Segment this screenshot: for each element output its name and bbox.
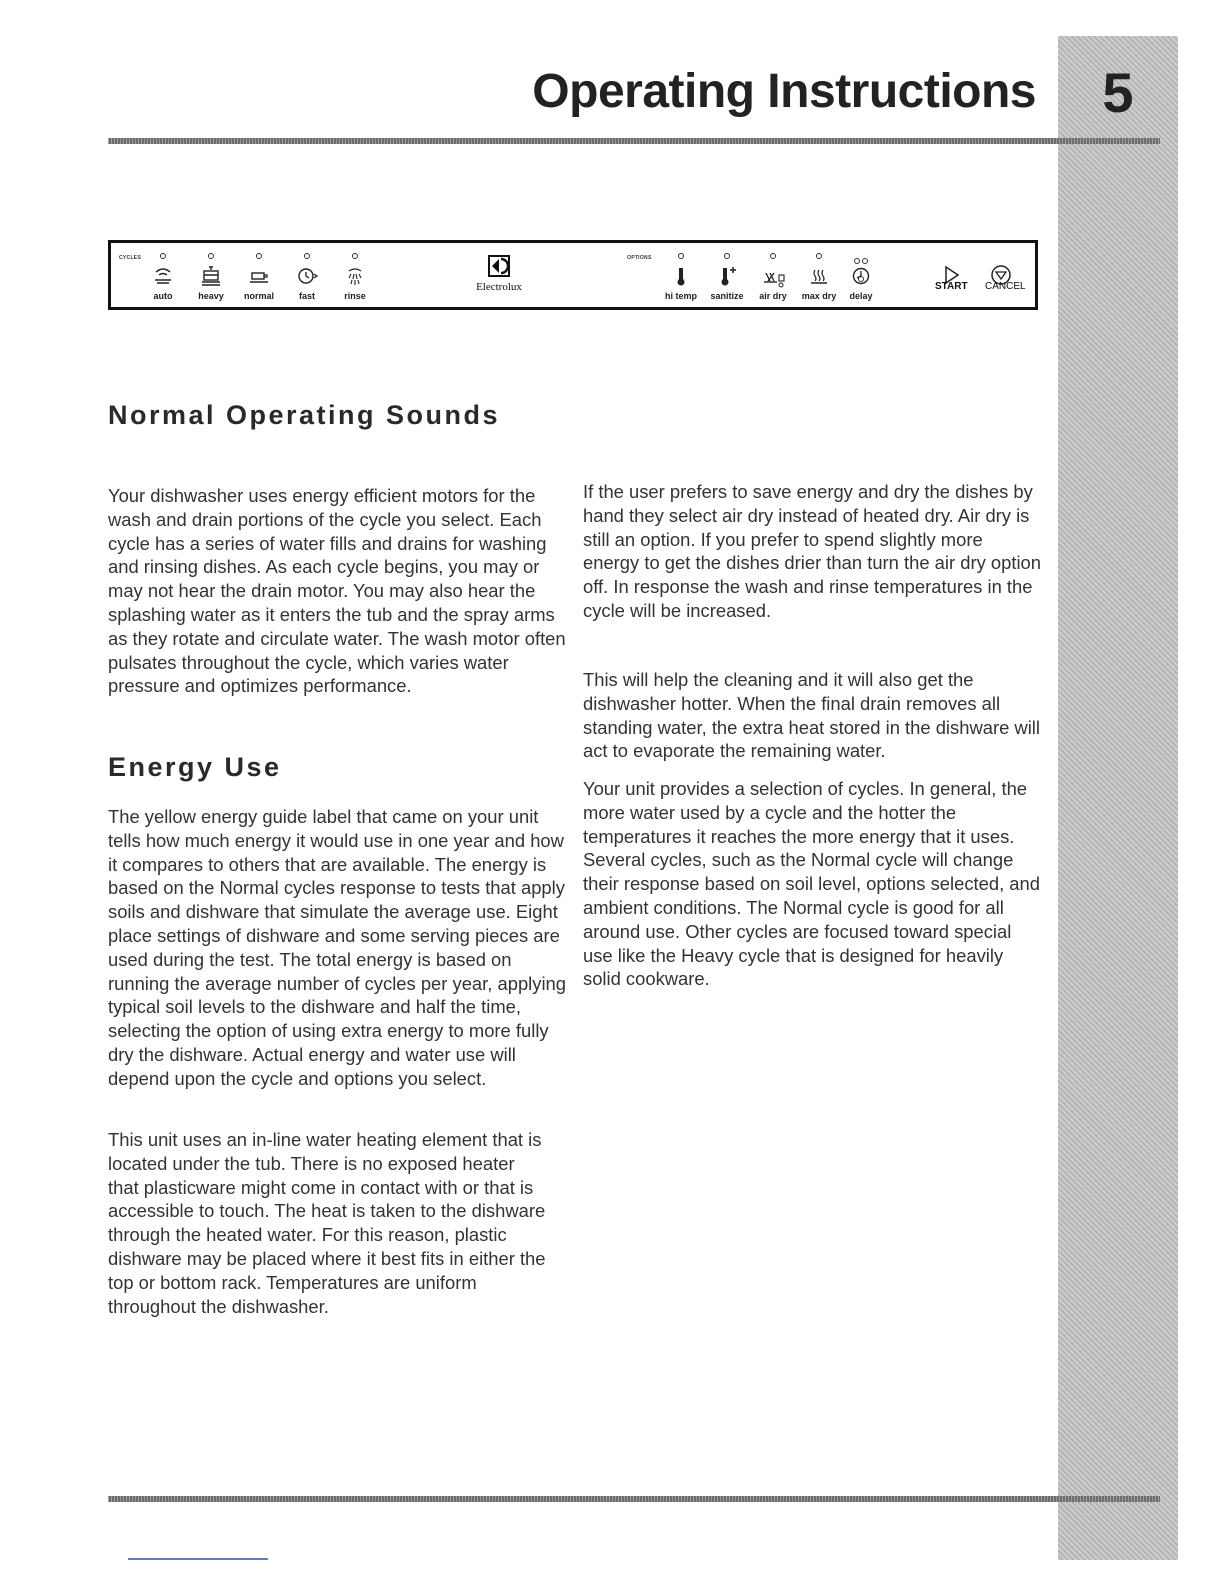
normal-plate-icon [247, 265, 271, 287]
chapter-side-tab [1058, 36, 1178, 1560]
cycle-label-fast: fast [298, 291, 315, 301]
max-dry-icon [807, 265, 831, 287]
heading-normal-operating-sounds: Normal Operating Sounds [108, 400, 501, 430]
cancel-label: CANCEL [985, 281, 1026, 292]
thermometer-icon [669, 265, 693, 287]
indicator-light [304, 253, 310, 259]
paragraph-dishwasher-heat: This will help the cleaning and it will also get the dishwasher hotter. When the final drain removes all standing water, the extra heat stored in the dishware will act to evaporate the remaining water. [583, 669, 1040, 762]
air-dry-icon [761, 265, 787, 289]
cycle-label-normal: normal [243, 291, 274, 301]
auto-icon [151, 265, 175, 287]
cycle-label-heavy: heavy [198, 291, 224, 301]
indicator-light [862, 258, 868, 264]
option-label-hi-temp: hi temp [664, 291, 697, 301]
footer-rule [108, 1496, 1160, 1502]
footer-link-underline [128, 1558, 268, 1560]
indicator-light [770, 253, 776, 259]
options-group-label: OPTIONS [627, 255, 652, 261]
cycle-label-rinse: rinse [344, 291, 366, 301]
option-label-delay: delay [849, 291, 873, 301]
delay-clock-icon [849, 265, 873, 287]
page-title: Operating Instructions [532, 65, 1036, 118]
indicator-light [352, 253, 358, 259]
header-rule [108, 138, 1160, 144]
electrolux-logo-icon [488, 255, 510, 277]
indicator-light [816, 253, 822, 259]
thermometer-plus-icon [715, 265, 739, 287]
paragraph-air-dry: If the user prefers to save energy and dry the dishes by hand they select air dry instead of heated dry. Air dry is still an option. If you prefer to spend slightly more energy to get the dishes drier than turn the air dry option off. In response the wash and rinse temperatures in the cycle will be increased. [583, 481, 1041, 621]
paragraph-energy-label: The yellow energy guide label that came on your unit tells how much energy it would use in one year and how it compares to others that are available. The energy is based on the Normal cycles response to tests that apply soils and dishware that simulate the average use. Eight place settings of dishware and some serving pieces are used during the test. The total energy is based on running the average number of cycles per year, applying typical soil levels to the dishware and half the time, selecting the option of using extra energy to more fully dry the dishware. Actual energy and water use will depend upon the cycle and options you select. [108, 806, 566, 1089]
heavy-pot-icon [199, 265, 223, 287]
option-label-air-dry: air dry [759, 291, 787, 301]
paragraph-cycle-selection: Your unit provides a selection of cycles. In general, the more water used by a cycle and the hotter the temperatures it reaches the more energy that it uses. Several cycles, such as the Normal cycle will change their response based on soil level, options selected, and ambient conditions. The Normal cycle is good for all around use. Other cycles are focused toward special use like the Heavy cycle that is designed for heavily solid cookware. [583, 778, 1040, 990]
paragraph-heating-element: This unit uses an in-line water heating element that is located under the tub. There is no exposed heater that plasticware might come in contact with or that is accessible to touch. The heat is taken to the dishware through the heated water. For this reason, plastic dishware may be placed where it best fits in either the top or bottom rack. Temperatures are uniform throughout the dishwasher. [108, 1129, 546, 1317]
option-label-max-dry: max dry [801, 291, 837, 301]
control-panel-illustration [108, 240, 1038, 310]
indicator-light [678, 253, 684, 259]
indicator-light [724, 253, 730, 259]
paragraph-normal-sounds: Your dishwasher uses energy efficient motors for the wash and drain portions of the cycle you select. Each cycle has a series of water fills and drains for washing and rinsing dishes. As each cycle begins, you may or may not hear the drain motor. You may also hear the splashing water as it enters the tub and the spray arms as they rotate and circulate water. The wash motor often pulsates throughout the cycle, which varies water pressure and optimizes performance. [108, 485, 566, 697]
indicator-light [208, 253, 214, 259]
delay-indicator-lights [851, 251, 871, 257]
start-label: START [935, 281, 968, 292]
indicator-light [160, 253, 166, 259]
cycle-label-auto: auto [153, 291, 173, 301]
fast-clock-icon [295, 265, 319, 287]
indicator-light [854, 258, 860, 264]
indicator-light [256, 253, 262, 259]
cycles-group-label: CYCLES [119, 255, 142, 261]
option-label-sanitize: sanitize [710, 291, 744, 301]
chapter-number: 5 [1102, 61, 1134, 124]
rinse-spray-icon [343, 265, 367, 287]
heading-energy-use: Energy Use [108, 752, 282, 782]
brand-name: Electrolux [476, 281, 522, 293]
